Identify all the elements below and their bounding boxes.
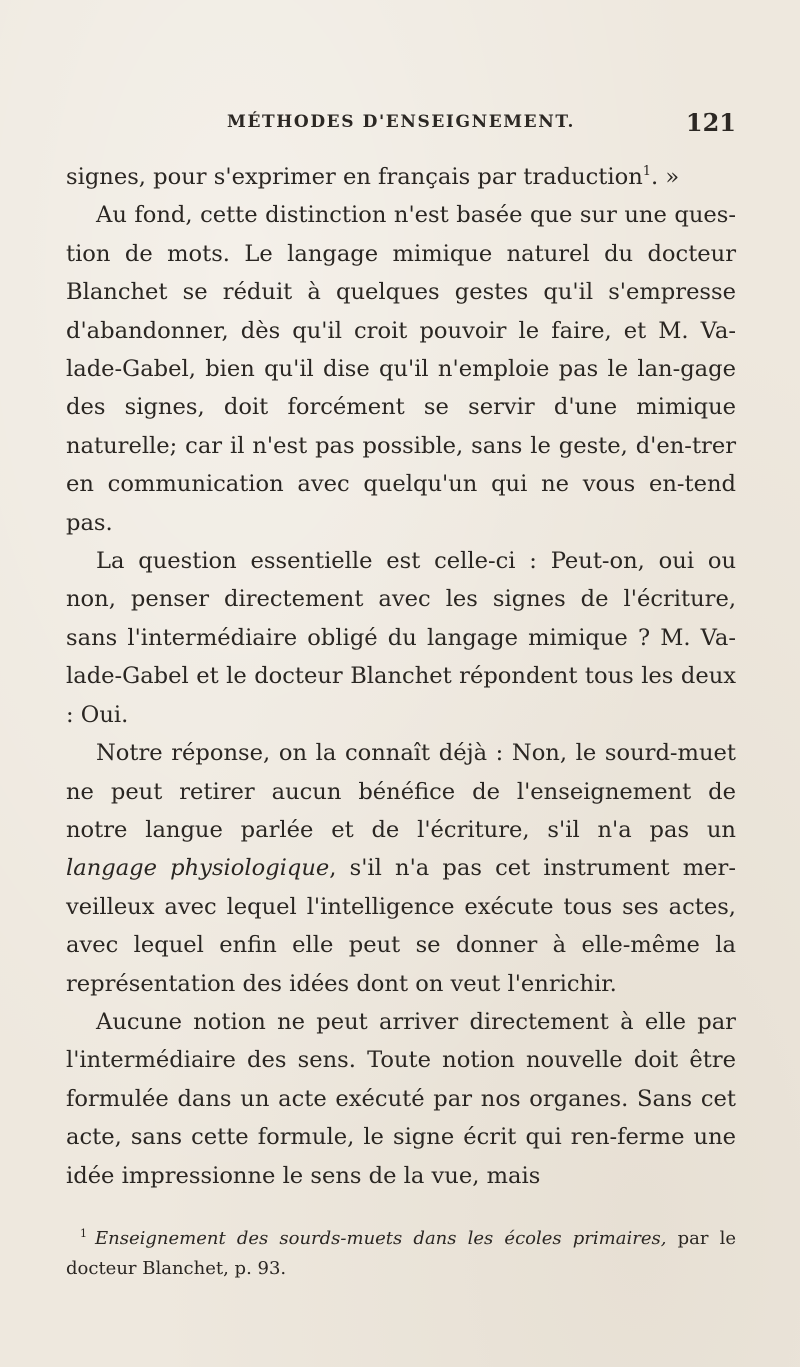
- running-title: MÉTHODES D'ENSEIGNEMENT.: [227, 112, 575, 132]
- paragraph-1: [66, 158, 736, 196]
- footnote-text: par le docteur Blanchet, p. 93.: [66, 1228, 736, 1279]
- paragraph-4: [66, 734, 736, 1003]
- paragraph-1-tail: . »: [651, 164, 680, 190]
- footnote-mark: 1: [80, 1227, 87, 1240]
- footnotes: [66, 1224, 736, 1284]
- paragraph-3: La question essentielle est celle-ci : Peut-on, oui ou non, penser directement avec les signes de l'écriture, sans l'intermédiaire obligé du langage mimique ? M. Va-lade-Gabel et le docteur Blanchet répondent tous les deux : Oui.: [66, 548, 736, 728]
- paragraph-2: Au fond, cette distinction n'est basée que sur une ques-tion de mots. Le langage mimique naturel du docteur Blanchet se réduit à quelques gestes qu'il s'empresse d'abandonner, dès qu'il croit pouvoir le faire, et M. Va-lade-Gabel, bien qu'il dise qu'il n'emploie pas le lan-gage des signes, doit forcément se servir d'une mimique naturelle; car il n'est pas possible, sans le geste, d'en-trer en communication avec quelqu'un qui ne vous en-tend pas.: [66, 202, 736, 536]
- paragraph-1-text: signes, pour s'exprimer en français par traduction: [66, 164, 643, 190]
- running-head: [66, 108, 736, 142]
- paragraph-4-lead: Notre réponse, on la connaît déjà : Non, le sourd-muet ne peut retirer aucun bénéfice de l'enseignement de notre langue parlée et de l'écriture, s'il n'a pas un: [66, 740, 736, 843]
- page-number: 121: [685, 108, 736, 137]
- footnote-title: Enseignement des sourds-muets dans les écoles primaires,: [95, 1228, 667, 1249]
- paragraph-5: Aucune notion ne peut arriver directement à elle par l'intermédiaire des sens. Toute notion nouvelle doit être formulée dans un acte exécuté par nos organes. Sans cet acte, sans cette formule, le signe écrit qui ren-ferme une idée impressionne le sens de la vue, mais: [66, 1008, 736, 1189]
- paragraph-4-tail: , s'il n'a pas cet instrument mer-veilleux avec lequel l'intelligence exécute tous ses actes, avec lequel enfin elle peut se donner à elle-même la représentation des idées dont on veut l'enrichir.: [66, 855, 736, 997]
- body-text: [66, 158, 736, 1195]
- paragraph-4-italic: langage physiologique: [66, 855, 330, 882]
- footnote-reference: 1: [642, 164, 652, 179]
- footnote-1: [66, 1224, 736, 1284]
